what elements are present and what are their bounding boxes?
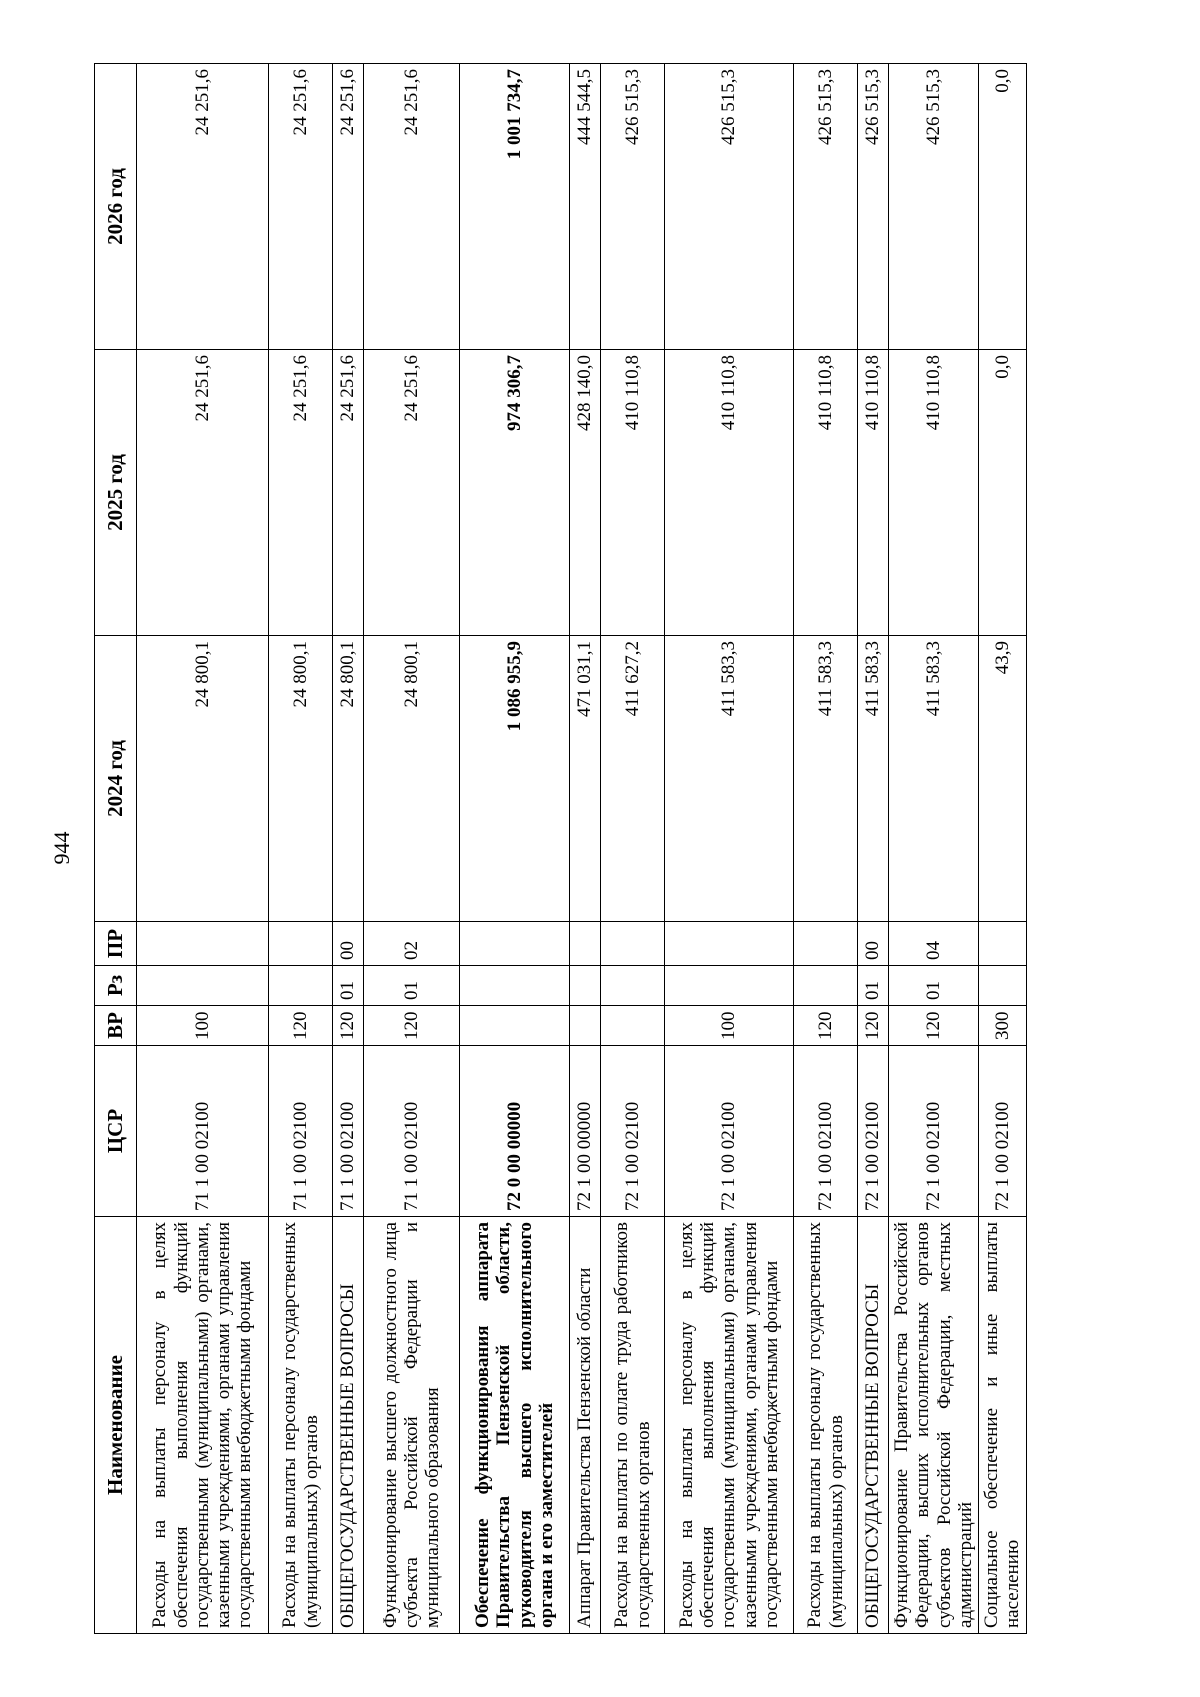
cell-2025: 410 110,8 bbox=[665, 350, 794, 636]
cell-name: Расходы на выплаты персоналу в целях обеспечения выполнения функций государственными (муниципальными) органами, казенными учреждениями, органами управления государственными внебюджетными фондами bbox=[665, 1217, 794, 1634]
cell-csr: 71 1 00 02100 bbox=[269, 1046, 333, 1217]
cell-2026: 24 251,6 bbox=[364, 64, 460, 350]
cell-2025: 410 110,8 bbox=[889, 350, 979, 636]
cell-pr bbox=[137, 922, 269, 966]
cell-pr: 00 bbox=[858, 922, 889, 966]
cell-rz bbox=[460, 966, 570, 1006]
cell-pr bbox=[570, 922, 601, 966]
cell-2025: 974 306,7 bbox=[460, 350, 570, 636]
cell-2025: 0,0 bbox=[979, 350, 1027, 636]
cell-rz: 01 bbox=[333, 966, 364, 1006]
cell-pr: 04 bbox=[889, 922, 979, 966]
cell-vr: 120 bbox=[364, 1006, 460, 1046]
cell-2024: 411 583,3 bbox=[794, 636, 858, 922]
cell-csr: 72 1 00 02100 bbox=[794, 1046, 858, 1217]
cell-vr bbox=[601, 1006, 665, 1046]
cell-name: Расходы на выплаты персоналу государственных (муниципальных) органов bbox=[794, 1217, 858, 1634]
cell-2026: 426 515,3 bbox=[858, 64, 889, 350]
cell-2026: 426 515,3 bbox=[601, 64, 665, 350]
cell-name: Расходы на выплаты по оплате труда работников государственных органов bbox=[601, 1217, 665, 1634]
cell-2024: 411 583,3 bbox=[665, 636, 794, 922]
cell-pr bbox=[601, 922, 665, 966]
header-rz: Рз bbox=[95, 966, 137, 1006]
cell-rz: 01 bbox=[889, 966, 979, 1006]
cell-pr bbox=[269, 922, 333, 966]
cell-rz bbox=[570, 966, 601, 1006]
cell-pr bbox=[460, 922, 570, 966]
header-pr: ПР bbox=[95, 922, 137, 966]
cell-rz bbox=[269, 966, 333, 1006]
table-row bbox=[137, 64, 269, 1634]
cell-csr: 71 1 00 02100 bbox=[333, 1046, 364, 1217]
page-number: 944 bbox=[49, 831, 74, 865]
cell-name: ОБЩЕГОСУДАРСТВЕННЫЕ ВОПРОСЫ bbox=[333, 1217, 364, 1634]
cell-2025: 24 251,6 bbox=[137, 350, 269, 636]
cell-vr: 100 bbox=[665, 1006, 794, 1046]
cell-pr: 00 bbox=[333, 922, 364, 966]
cell-2026: 24 251,6 bbox=[333, 64, 364, 350]
cell-csr: 72 1 00 02100 bbox=[889, 1046, 979, 1217]
table-row bbox=[665, 64, 794, 1634]
cell-2024: 1 086 955,9 bbox=[460, 636, 570, 922]
table-row bbox=[333, 64, 364, 1634]
table-row bbox=[794, 64, 858, 1634]
cell-pr bbox=[979, 922, 1027, 966]
cell-vr bbox=[460, 1006, 570, 1046]
cell-name: Обеспечение функционирования аппарата Правительства Пензенской области, руководителя высшего исполнительного органа и его заместителей bbox=[460, 1217, 570, 1634]
cell-pr: 02 bbox=[364, 922, 460, 966]
cell-vr: 120 bbox=[858, 1006, 889, 1046]
table-body bbox=[137, 64, 1027, 1634]
cell-csr: 71 1 00 02100 bbox=[364, 1046, 460, 1217]
cell-csr: 72 0 00 00000 bbox=[460, 1046, 570, 1217]
cell-2024: 24 800,1 bbox=[364, 636, 460, 922]
cell-2024: 24 800,1 bbox=[269, 636, 333, 922]
cell-vr: 300 bbox=[979, 1006, 1027, 1046]
table-row bbox=[460, 64, 570, 1634]
budget-table-container bbox=[94, 64, 1024, 1634]
table-row bbox=[979, 64, 1027, 1634]
cell-2024: 411 583,3 bbox=[858, 636, 889, 922]
cell-2026: 24 251,6 bbox=[137, 64, 269, 350]
cell-csr: 71 1 00 02100 bbox=[137, 1046, 269, 1217]
budget-table bbox=[94, 63, 1027, 1634]
table-row bbox=[601, 64, 665, 1634]
cell-2026: 24 251,6 bbox=[269, 64, 333, 350]
cell-rz bbox=[601, 966, 665, 1006]
header-vr: ВР bbox=[95, 1006, 137, 1046]
cell-name: Расходы на выплаты персоналу государственных (муниципальных) органов bbox=[269, 1217, 333, 1634]
cell-vr: 100 bbox=[137, 1006, 269, 1046]
table-row bbox=[269, 64, 333, 1634]
cell-2026: 426 515,3 bbox=[665, 64, 794, 350]
cell-csr: 72 1 00 02100 bbox=[858, 1046, 889, 1217]
cell-2026: 426 515,3 bbox=[889, 64, 979, 350]
cell-2025: 24 251,6 bbox=[269, 350, 333, 636]
cell-csr: 72 1 00 02100 bbox=[601, 1046, 665, 1217]
cell-vr: 120 bbox=[333, 1006, 364, 1046]
cell-csr: 72 1 00 00000 bbox=[570, 1046, 601, 1217]
cell-rz bbox=[979, 966, 1027, 1006]
cell-csr: 72 1 00 02100 bbox=[979, 1046, 1027, 1217]
table-row bbox=[364, 64, 460, 1634]
cell-pr bbox=[794, 922, 858, 966]
cell-2025: 410 110,8 bbox=[858, 350, 889, 636]
cell-2026: 0,0 bbox=[979, 64, 1027, 350]
header-name: Наименование bbox=[95, 1217, 137, 1634]
cell-2024: 471 031,1 bbox=[570, 636, 601, 922]
table-header-row bbox=[95, 64, 137, 1634]
table-row bbox=[889, 64, 979, 1634]
cell-rz bbox=[137, 966, 269, 1006]
cell-name: Функционирование высшего должностного лица субъекта Российской Федерации и муниципального образования bbox=[364, 1217, 460, 1634]
header-2025: 2025 год bbox=[95, 350, 137, 636]
cell-2024: 24 800,1 bbox=[333, 636, 364, 922]
cell-2026: 426 515,3 bbox=[794, 64, 858, 350]
cell-name: ОБЩЕГОСУДАРСТВЕННЫЕ ВОПРОСЫ bbox=[858, 1217, 889, 1634]
cell-2026: 1 001 734,7 bbox=[460, 64, 570, 350]
cell-name: Социальное обеспечение и иные выплаты населению bbox=[979, 1217, 1027, 1634]
cell-name: Аппарат Правительства Пензенской области bbox=[570, 1217, 601, 1634]
header-csr: ЦСР bbox=[95, 1046, 137, 1217]
cell-2025: 410 110,8 bbox=[601, 350, 665, 636]
header-2026: 2026 год bbox=[95, 64, 137, 350]
cell-rz: 01 bbox=[858, 966, 889, 1006]
header-2024: 2024 год bbox=[95, 636, 137, 922]
cell-rz bbox=[665, 966, 794, 1006]
cell-vr: 120 bbox=[889, 1006, 979, 1046]
cell-rz bbox=[794, 966, 858, 1006]
cell-pr bbox=[665, 922, 794, 966]
table-row bbox=[858, 64, 889, 1634]
cell-csr: 72 1 00 02100 bbox=[665, 1046, 794, 1217]
cell-2024: 411 627,2 bbox=[601, 636, 665, 922]
cell-vr bbox=[570, 1006, 601, 1046]
cell-rz: 01 bbox=[364, 966, 460, 1006]
table-row bbox=[570, 64, 601, 1634]
cell-2025: 24 251,6 bbox=[333, 350, 364, 636]
cell-2025: 24 251,6 bbox=[364, 350, 460, 636]
cell-2025: 428 140,0 bbox=[570, 350, 601, 636]
cell-2024: 43,9 bbox=[979, 636, 1027, 922]
cell-vr: 120 bbox=[269, 1006, 333, 1046]
cell-2026: 444 544,5 bbox=[570, 64, 601, 350]
cell-vr: 120 bbox=[794, 1006, 858, 1046]
cell-name: Расходы на выплаты персоналу в целях обеспечения выполнения функций государственными (муниципальными) органами, казенными учреждениями, органами управления государственными внебюджетными фондами bbox=[137, 1217, 269, 1634]
cell-2024: 411 583,3 bbox=[889, 636, 979, 922]
cell-2025: 410 110,8 bbox=[794, 350, 858, 636]
cell-name: Функционирование Правительства Российской Федерации, высших исполнительных органов субъектов Российской Федерации, местных администраций bbox=[889, 1217, 979, 1634]
cell-2024: 24 800,1 bbox=[137, 636, 269, 922]
